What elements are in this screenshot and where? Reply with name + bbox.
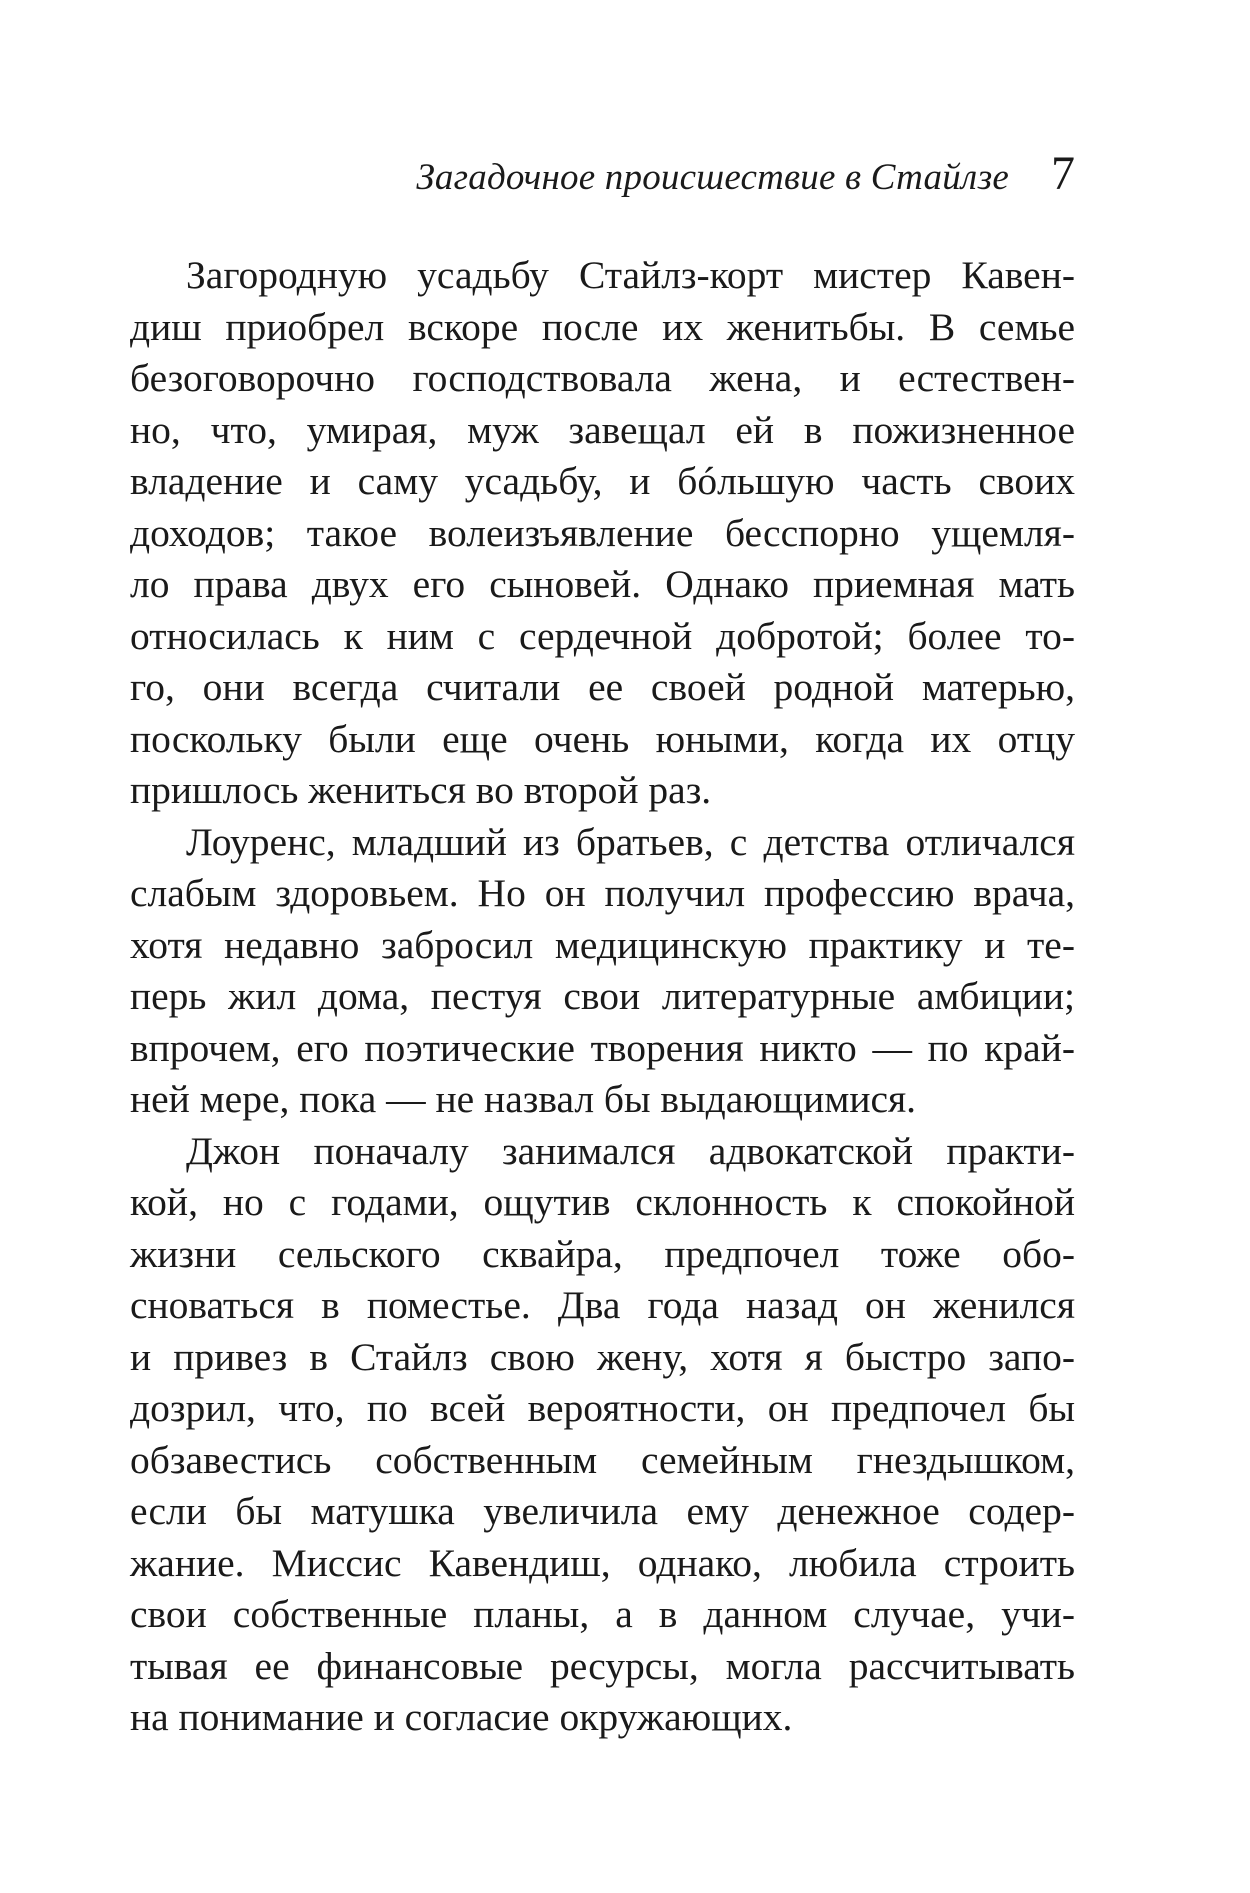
text-line: сноваться в поместье. Два года назад он женился — [130, 1283, 1075, 1327]
text-line: владение и саму усадьбу, и бóльшую часть своих — [130, 459, 1075, 503]
text-line: и привез в Стайлз свою жену, хотя я быстро запо- — [130, 1334, 1075, 1379]
text-line: Загородную усадьбу Стайлз-корт мистер Кавен- — [186, 253, 1075, 297]
text-line: Джон поначалу занимался адвокатской практи- — [186, 1128, 1075, 1173]
running-title: Загадочное происшествие в Стайлзе — [416, 157, 1009, 198]
text-line: пришлось жениться во второй раз. — [130, 768, 712, 812]
running-head — [130, 147, 1075, 220]
text-line: поскольку были еще очень юными, когда их отцу — [130, 716, 1075, 761]
text-line: тывая ее финансовые ресурсы, могла рассчитывать — [130, 1643, 1075, 1688]
text-line: безоговорочно господствовала жена, и естествен- — [130, 356, 1075, 400]
text-line: ло права двух его сыновей. Однако приемная мать — [130, 562, 1075, 606]
text-line: хотя недавно забросил медицинскую практику и те- — [130, 922, 1075, 967]
text-line: жание. Миссис Кавендиш, однако, любила строить — [130, 1540, 1075, 1585]
text-line: обзавестись собственным семейным гнездышком, — [130, 1437, 1075, 1482]
text-line: но, что, умирая, муж завещал ей в пожизненное — [130, 407, 1075, 452]
text-line: Лоуренс, младший из братьев, с детства отличался — [186, 819, 1075, 864]
text-line: впрочем, его поэтические творения никто — по край- — [130, 1025, 1075, 1070]
text-line: доходов; такое волеизъявление бесспорно ущемля- — [130, 510, 1075, 555]
text-line: го, они всегда считали ее своей родной матерью, — [130, 665, 1075, 709]
text-line: жизни сельского сквайра, предпочел тоже обо- — [130, 1231, 1075, 1276]
text-line: диш приобрел вскоре после их женитьбы. В семье — [130, 304, 1075, 349]
text-line: перь жил дома, пестуя свои литературные амбиции; — [130, 974, 1075, 1018]
text-line: ней мере, пока — не назвал бы выдающимися. — [130, 1077, 917, 1121]
text-line: свои собственные планы, а в данном случае, учи- — [130, 1592, 1075, 1636]
text-line: на понимание и согласие окружающих. — [130, 1695, 793, 1739]
text-line: дозрил, что, по всей вероятности, он предпочел бы — [130, 1386, 1075, 1430]
text-line: если бы матушка увеличила ему денежное содер- — [130, 1489, 1075, 1533]
text-line: слабым здоровьем. Но он получил профессию врача, — [130, 871, 1075, 915]
text-line: относилась к ним с сердечной добротой; более то- — [130, 613, 1075, 658]
text-line: кой, но с годами, ощутив склонность к спокойной — [130, 1180, 1075, 1224]
page-number: 7 — [1051, 147, 1075, 200]
body-text — [130, 250, 1075, 1744]
